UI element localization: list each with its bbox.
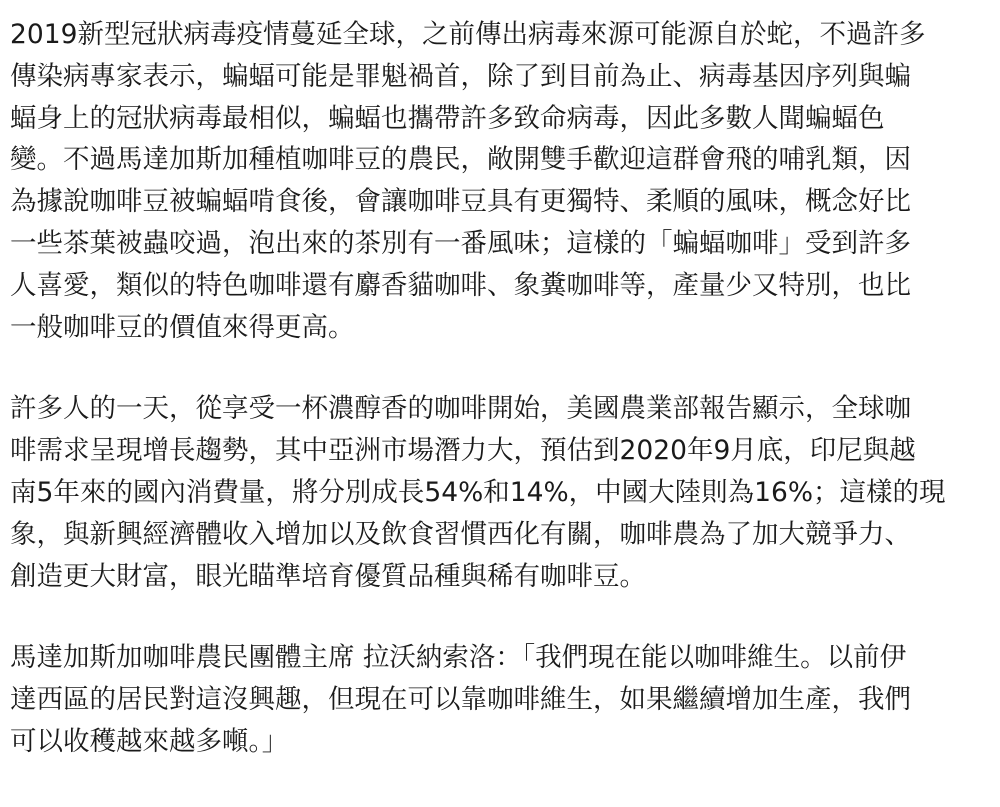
text-line: 傳染病專家表示，蝙蝠可能是罪魁禍首，除了到目前為止、病毒基因序列與蝙 — [10, 60, 911, 92]
text-line: 象，與新興經濟體收入增加以及飲食習慣西化有關，咖啡農為了加大競爭力、 — [10, 518, 911, 550]
text-line: 蝠身上的冠狀病毒最相似，蝙蝠也攜帶許多致命病毒，因此多數人聞蝙蝠色 — [10, 102, 885, 134]
text-line: 南5年來的國內消費量，將分別成長54%和14%，中國大陸則為16%；這樣的現 — [10, 476, 946, 508]
text-line: 人喜愛，類似的特色咖啡還有麝香貓咖啡、象糞咖啡等，產量少又特別，也比 — [10, 269, 911, 301]
text-line: 創造更大財富，眼光瞄準培育優質品種與稀有咖啡豆。 — [10, 560, 646, 592]
article-body — [10, 14, 995, 763]
text-line: 變。不過馬達加斯加種植咖啡豆的農民，敞開雙手歡迎這群會飛的哺乳類，因 — [10, 144, 911, 176]
text-line: 2019新型冠狀病毒疫情蔓延全球，之前傳出病毒來源可能源自於蛇，不過許多 — [10, 19, 926, 50]
paragraph-farmer-quote — [10, 637, 995, 762]
text-line: 一些茶葉被蟲咬過，泡出來的茶別有一番風味；這樣的「蝙蝠咖啡」受到許多 — [10, 227, 911, 259]
text-line: 啡需求呈現增長趨勢，其中亞洲市場潛力大，預估到2020年9月底，印尼與越 — [10, 435, 916, 467]
text-line: 為據說咖啡豆被蝙蝠啃食後，會讓咖啡豆具有更獨特、柔順的風味，概念好比 — [10, 186, 911, 218]
paragraph-spacer — [10, 348, 995, 388]
text-line: 許多人的一天，從享受一杯濃醇香的咖啡開始，美國農業部報告顯示，全球咖 — [10, 393, 911, 425]
paragraph-bat-coffee — [10, 14, 995, 348]
paragraph-spacer — [10, 597, 995, 637]
text-line: 可以收穫越來越多噸。」 — [10, 725, 289, 757]
text-line: 馬達加斯加咖啡農民團體主席 拉沃納索洛：「我們現在能以咖啡維生。以前伊 — [10, 642, 907, 674]
text-line: 達西區的居民對這沒興趣，但現在可以靠咖啡維生，如果繼續增加生產，我們 — [10, 684, 911, 716]
text-line: 一般咖啡豆的價值來得更高。 — [10, 311, 355, 343]
paragraph-coffee-demand — [10, 388, 995, 597]
